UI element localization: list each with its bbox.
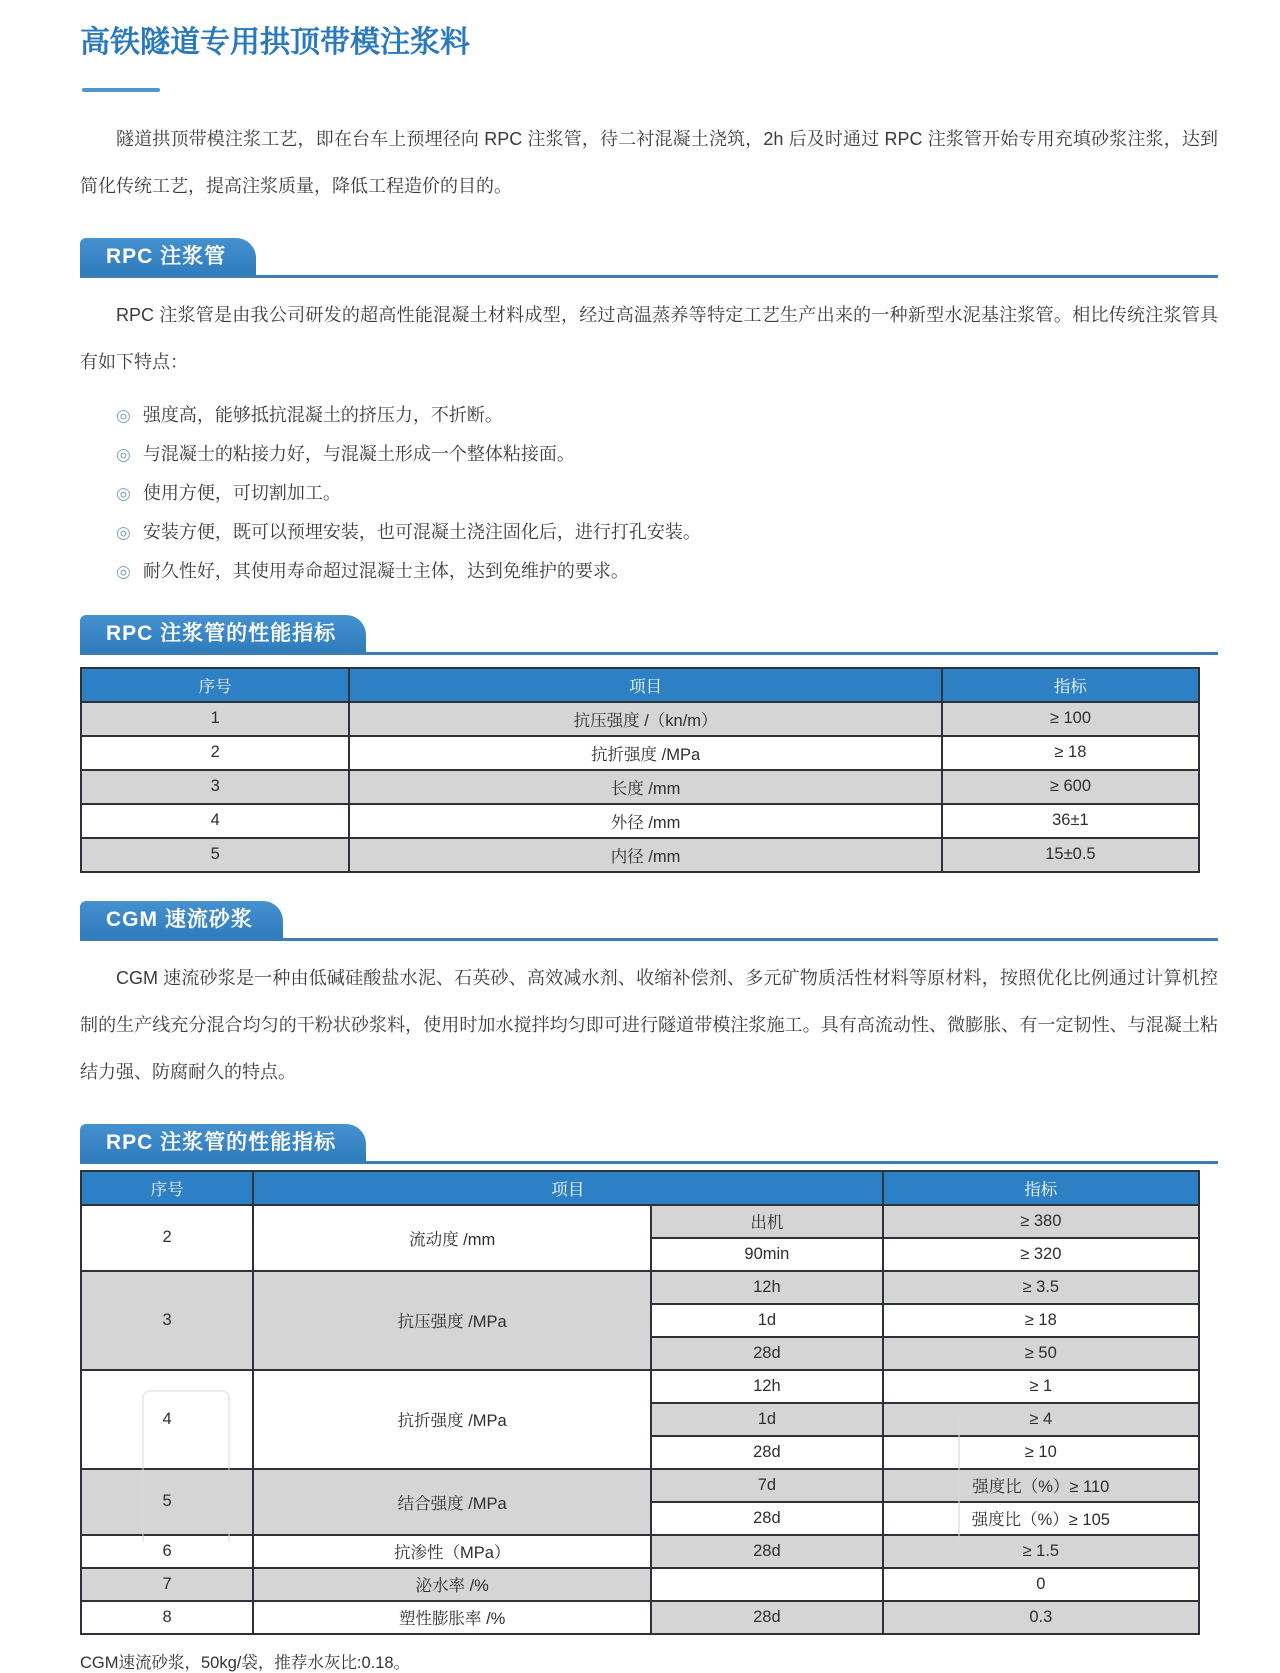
table-cell: 强度比（%）≥ 110 [883,1469,1199,1502]
table-cell: 2 [81,1205,253,1271]
table-cell: 强度比（%）≥ 105 [883,1502,1199,1535]
table-cell: ≥ 1 [883,1370,1199,1403]
table-cell: 6 [81,1535,253,1568]
section-heading-rpc-pipe: RPC 注浆管 [80,238,256,275]
table-cell: 泌水率 /% [253,1568,651,1601]
table-cell: 抗渗性（MPa） [253,1535,651,1568]
intro-paragraph: 隧道拱顶带模注浆工艺，即在台车上预埋径向 RPC 注浆管，待二衬混凝土浇筑，2h 后及时通过 RPC 注浆管开始专用充填砂浆注浆，达到简化传统工艺，提高注浆质量，降低工程造价的目的。 [80,128,1218,196]
table-row [81,702,1199,736]
section-bar-cgm-table [80,1124,1218,1164]
title-underline [82,88,160,92]
table-row [81,804,1199,838]
table-cell: 28d [651,1535,882,1568]
table-cell: 内径 /mm [349,838,942,872]
feature-item: ◎ 使用方便，可切割加工。 [116,482,341,503]
table-cell: 5 [81,1469,253,1535]
table-cell: ≥ 18 [942,736,1199,770]
table-cell: 长度 /mm [349,770,942,804]
table-cell: 塑性膨胀率 /% [253,1601,651,1634]
table-header-cell: 序号 [81,1171,253,1205]
table-header-cell: 项目 [349,668,942,702]
table-cell: ≥ 10 [883,1436,1199,1469]
section-heading-cgm-table: RPC 注浆管的性能指标 [80,1124,366,1161]
table-row [81,1568,1199,1601]
table-row [81,838,1199,872]
table-cell: 结合强度 /MPa [253,1469,651,1535]
table-cell: ≥ 18 [883,1304,1199,1337]
table-cell: 12h [651,1370,882,1403]
ring-bullet-icon: ◎ [116,561,131,581]
page-title: 高铁隧道专用拱顶带模注浆料 [80,26,470,59]
table-cell: 3 [81,770,349,804]
rpc-feature-list [116,396,1218,591]
ring-bullet-icon: ◎ [116,444,131,464]
table-cell: 28d [651,1502,882,1535]
table-cell: 28d [651,1601,882,1634]
table-row [81,1171,1199,1205]
rpc-performance-table [80,667,1200,873]
ring-bullet-icon: ◎ [116,483,131,503]
rpc-pipe-description: RPC 注浆管是由我公司研发的超高性能混凝土材料成型，经过高温蒸养等特定工艺生产出来的一种新型水泥基注浆管。相比传统注浆管具有如下特点： [80,304,1218,372]
table-row [81,1601,1199,1634]
feature-item: ◎ 与混凝士的粘接力好，与混凝土形成一个整体粘接面。 [116,443,575,464]
table-cell: ≥ 600 [942,770,1199,804]
footer-note: CGM速流砂浆，50kg/袋，推荐水灰比:0.18。 [80,1653,411,1672]
table-cell: 5 [81,838,349,872]
table-cell: 抗压强度 /（kn/m） [349,702,942,736]
section-heading-cgm: CGM 速流砂浆 [80,901,283,938]
table-cell: 28d [651,1337,882,1370]
table-cell [651,1568,882,1601]
table-cell: 15±0.5 [942,838,1199,872]
table-cell: 抗压强度 /MPa [253,1271,651,1370]
table-header-cell: 指标 [942,668,1199,702]
section-bar-cgm [80,901,1218,941]
table-row [81,1469,1199,1502]
table-cell: 8 [81,1601,253,1634]
section-bar-rpc-table [80,615,1218,655]
table-cell: 0.3 [883,1601,1199,1634]
table-row [81,1535,1199,1568]
table-cell: 90min [651,1238,882,1271]
table-row [81,770,1199,804]
table-cell: 3 [81,1271,253,1370]
table-cell: ≥ 320 [883,1238,1199,1271]
table-row [81,1271,1199,1304]
table-cell: ≥ 100 [942,702,1199,736]
table-cell: ≥ 380 [883,1205,1199,1238]
table-cell: 36±1 [942,804,1199,838]
table-cell: 4 [81,1370,253,1469]
feature-item: ◎ 耐久性好，其使用寿命超过混凝士主体，达到免维护的要求。 [116,560,629,581]
table-row [81,668,1199,702]
table-cell: 抗折强度 /MPa [253,1370,651,1469]
feature-item: ◎ 强度高，能够抵抗混凝土的挤压力，不折断。 [116,404,503,425]
ring-bullet-icon: ◎ [116,522,131,542]
table-cell: 抗折强度 /MPa [349,736,942,770]
table-header-cell: 指标 [883,1171,1199,1205]
table-cell: 1d [651,1403,882,1436]
cgm-description: CGM 速流砂浆是一种由低碱硅酸盐水泥、石英砂、高效减水剂、收缩补偿剂、多元矿物质活性材料等原材料，按照优化比例通过计算机控制的生产线充分混合均匀的干粉状砂浆料，使用时加水搅拌均匀即可进行隧道带模注浆施工。具有高流动性、微膨胀、有一定韧性、与混凝土粘结力强、防腐耐久的特点。 [80,967,1218,1082]
table-cell: 7 [81,1568,253,1601]
table-cell: 2 [81,736,349,770]
table-cell: 1 [81,702,349,736]
table-cell: 出机 [651,1205,882,1238]
table-row [81,1205,1199,1238]
table-cell: 28d [651,1436,882,1469]
table-cell: 4 [81,804,349,838]
table-row [81,1370,1199,1403]
section-bar-rpc-pipe [80,238,1218,278]
section-heading-rpc-table: RPC 注浆管的性能指标 [80,615,366,652]
table-cell: 1d [651,1304,882,1337]
feature-item: ◎ 安装方便，既可以预埋安装，也可混凝土浇注固化后，进行打孔安装。 [116,521,701,542]
ring-bullet-icon: ◎ [116,405,131,425]
table-cell: ≥ 3.5 [883,1271,1199,1304]
table-cell: ≥ 50 [883,1337,1199,1370]
table-row [81,736,1199,770]
table-cell: 流动度 /mm [253,1205,651,1271]
table-cell: 7d [651,1469,882,1502]
table-cell: 12h [651,1271,882,1304]
table-cell: ≥ 1.5 [883,1535,1199,1568]
table-cell: 外径 /mm [349,804,942,838]
table-cell: 0 [883,1568,1199,1601]
table-header-cell: 序号 [81,668,349,702]
cgm-performance-table [80,1170,1200,1635]
table-cell: ≥ 4 [883,1403,1199,1436]
table-header-cell: 项目 [253,1171,882,1205]
